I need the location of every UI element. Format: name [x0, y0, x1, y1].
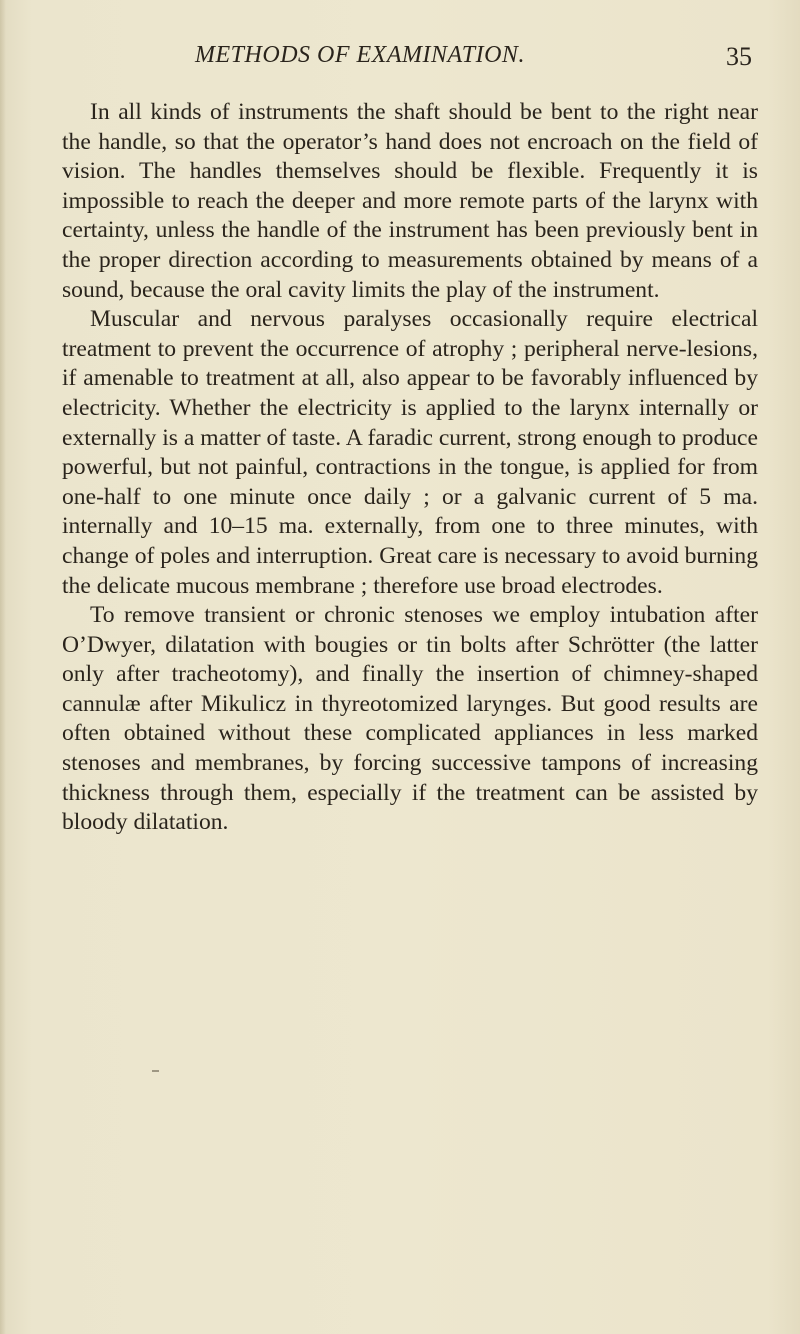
stray-ink-mark — [152, 1070, 159, 1072]
page-number: 35 — [726, 42, 752, 71]
running-head-title: METHODS OF EXAMINATION. — [195, 42, 525, 68]
body-text — [62, 98, 758, 838]
paragraph-stenoses: To remove transient or chronic stenoses we employ intubation after O’Dwyer, dilatation with bougies or tin bolts after Schrötter (the latter only after tracheotomy), and finally the insertion of chimney-shaped cannulæ after Mikulicz in thyreotomized larynges. But good results are often obtained without these complicated appliances in less marked stenoses and membranes, by forcing successive tampons of increasing thickness through them, especially if the treatment can be assisted by bloody dilatation. — [62, 602, 758, 836]
gutter-shadow — [0, 0, 6, 1334]
paragraph-instruments: In all kinds of instruments the shaft should be bent to the right near the handle, so that the operator’s hand does not encroach on the field of vision. The handles themselves should be flexible. Frequently it is impossible to reach the deeper and more remote parts of the larynx with certainty, unless the handle of the instrument has been previously bent in the proper direction according to measurements obtained by means of a sound, because the oral cavity limits the play of the instrument. — [62, 99, 758, 303]
paragraph-electrical-treatment: Muscular and nervous paralyses occasionally require electrical treatment to prevent the occurrence of atrophy ; peripheral nerve-lesions, if amenable to treatment at all, also appear to be favorably influenced by electricity. Whether the electricity is applied to the larynx internally or externally is a matter of taste. A faradic current, strong enough to produce powerful, but not painful, contractions in the tongue, is applied for from one-half to one minute once daily ; or a galvanic current of 5 ma. internally and 10–15 ma. externally, from one to three minutes, with change of poles and interruption. Great care is necessary to avoid burning the delicate mucous membrane ; therefore use broad electrodes. — [62, 306, 758, 599]
running-head — [0, 42, 800, 82]
